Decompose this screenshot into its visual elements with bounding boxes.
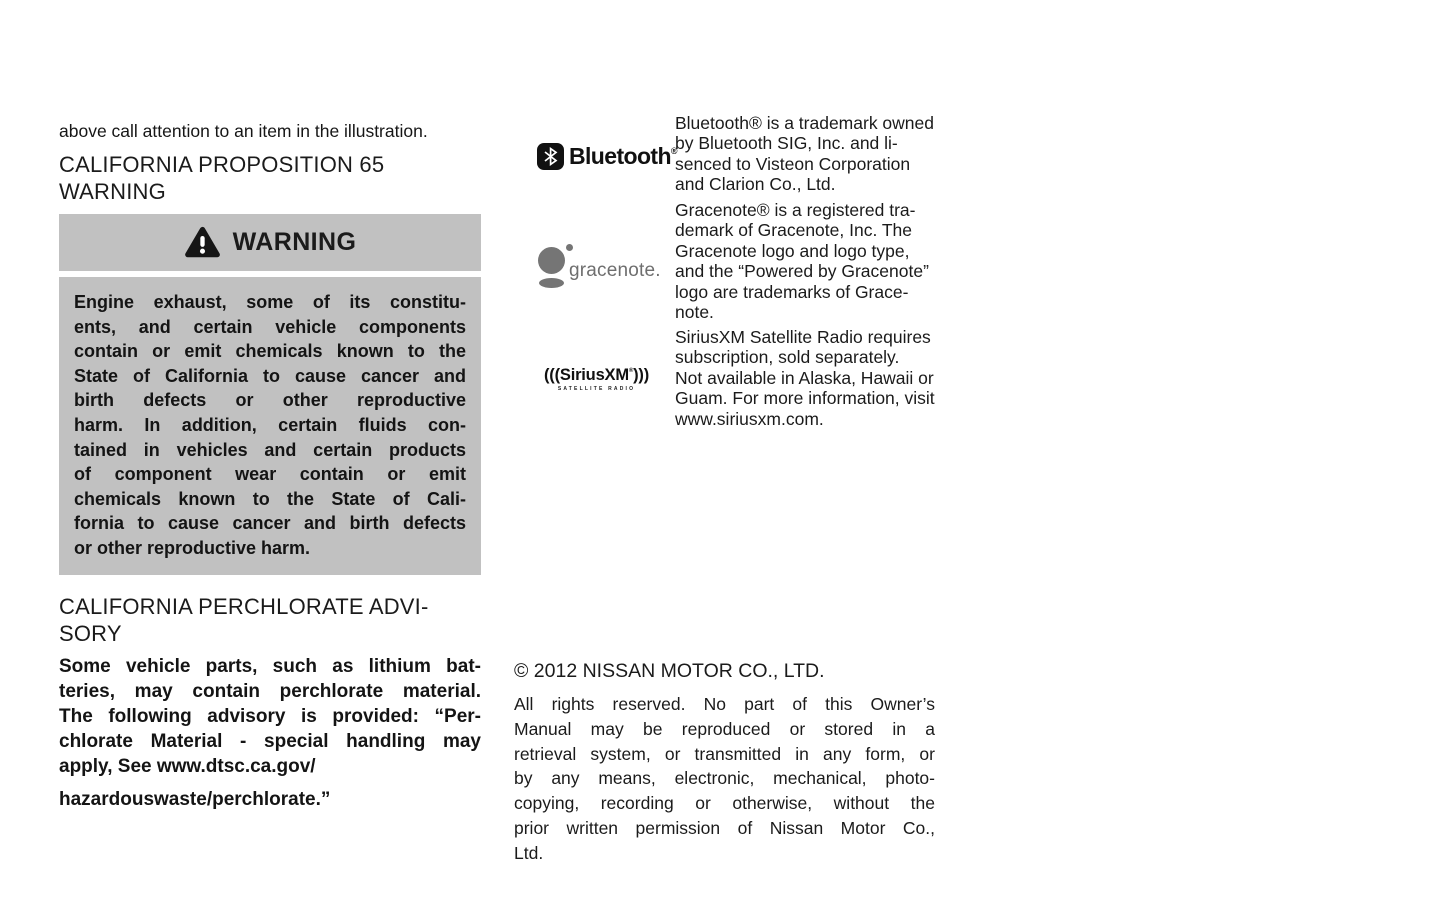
siriusxm-arcs-icon: ((( [544, 366, 560, 384]
text-line: of component wear contain or emit [74, 464, 466, 485]
bluetooth-logo [537, 143, 677, 170]
text-line: Guam. For more information, visit [675, 388, 935, 409]
gracenote-shadow-icon [539, 278, 564, 288]
left-column [59, 121, 481, 811]
gracenote-dot-icon [566, 244, 573, 251]
text-line: copying, recording or otherwise, without the [514, 793, 935, 814]
siriusxm-trademark-text [675, 327, 955, 429]
text-line: chlorate Material - special handling may [59, 730, 481, 752]
text-line: contain or emit chemicals known to the [74, 341, 466, 362]
perchlorate-body-text [59, 654, 481, 779]
warning-banner [59, 214, 481, 271]
perchlorate-heading [59, 593, 481, 647]
siriusxm-arcs-icon: ))) [633, 366, 650, 384]
text-line: All rights reserved. No part of this Owner’s [514, 694, 935, 714]
text-line: State of California to cause cancer and [74, 365, 466, 386]
text-line: CALIFORNIA PROPOSITION 65 [59, 152, 385, 177]
prop65-heading [59, 151, 481, 205]
intro-text: above call attention to an item in the illustration. [59, 121, 428, 141]
text-line: harm. In addition, certain fluids con- [74, 414, 466, 435]
text-line: by Bluetooth SIG, Inc. and li- [675, 133, 898, 154]
text-line: senced to Visteon Corporation [675, 153, 911, 174]
text-line: Engine exhaust, some of its constitu- [74, 292, 466, 312]
text-line: Ltd. [514, 842, 544, 863]
gracenote-trademark-text [675, 200, 955, 322]
text-line: and the “Powered by Gracenote” [675, 261, 929, 282]
text-line: demark of Gracenote, Inc. The [675, 220, 913, 241]
siriusxm-tagline: SATELLITE RADIO [557, 386, 636, 392]
text-line: tained in vehicles and certain products [74, 439, 466, 460]
text-line: or other reproductive harm. [74, 537, 311, 558]
gracenote-mark-icon [538, 247, 565, 274]
text-line: Some vehicle parts, such as lithium bat- [59, 655, 481, 677]
text-line: fornia to cause cancer and birth defects [74, 513, 466, 534]
text-line: logo are trademarks of Grace- [675, 281, 909, 302]
copyright-body-text [514, 692, 935, 866]
text-line: birth defects or other reproductive [74, 390, 466, 411]
text-line: retrieval system, or transmitted in any form, or [514, 743, 935, 764]
bluetooth-rune-icon [537, 143, 564, 170]
bluetooth-trademark-text [675, 113, 955, 195]
text-line: Not available in Alaska, Hawaii or [675, 367, 934, 388]
gracenote-logo [536, 243, 661, 291]
text-line: WARNING [59, 179, 166, 204]
text-line: Bluetooth® is a trademark owned [675, 113, 935, 133]
bluetooth-wordmark: Bluetooth® [569, 143, 677, 169]
registered-mark-icon: ® [628, 368, 634, 374]
text-line: SORY [59, 620, 122, 646]
text-line: teries, may contain perchlorate material. [59, 680, 481, 702]
text-line: CALIFORNIA PERCHLORATE ADVI- [59, 593, 429, 619]
text-line: note. [675, 302, 714, 323]
warning-body-text [59, 277, 481, 575]
text-line: apply, See www.dtsc.ca.gov/ [59, 755, 316, 777]
text-line: subscription, sold separately. [675, 347, 900, 368]
text-line: chemicals known to the State of Cali- [74, 488, 466, 509]
siriusxm-wordmark: (((SiriusXM®))) [544, 366, 650, 384]
copyright-notice: © 2012 NISSAN MOTOR CO., LTD. [514, 660, 825, 682]
text-line: Gracenote® is a registered tra- [675, 200, 916, 220]
perchlorate-body-tail: hazardouswaste/perchlorate.” [59, 788, 331, 810]
gracenote-wordmark: gracenote. [569, 260, 661, 281]
text-line: Gracenote logo and logo type, [675, 240, 910, 261]
text-line: SiriusXM Satellite Radio requires [675, 327, 931, 347]
text-line: www.siriusxm.com. [675, 408, 824, 429]
text-line: ents, and certain vehicle components [74, 316, 466, 337]
warning-triangle-icon [184, 226, 221, 259]
text-line: The following advisory is provided: “Per- [59, 705, 481, 727]
text-line: and Clarion Co., Ltd. [675, 174, 836, 195]
text-line: by any means, electronic, mechanical, photo- [514, 768, 935, 789]
text-line: prior written permission of Nissan Motor Co., [514, 817, 935, 838]
text-line: Manual may be reproduced or stored in a [514, 718, 935, 739]
warning-banner-label: WARNING [232, 228, 357, 256]
siriusxm-logo [544, 366, 649, 392]
registered-mark-icon: ® [670, 146, 677, 156]
